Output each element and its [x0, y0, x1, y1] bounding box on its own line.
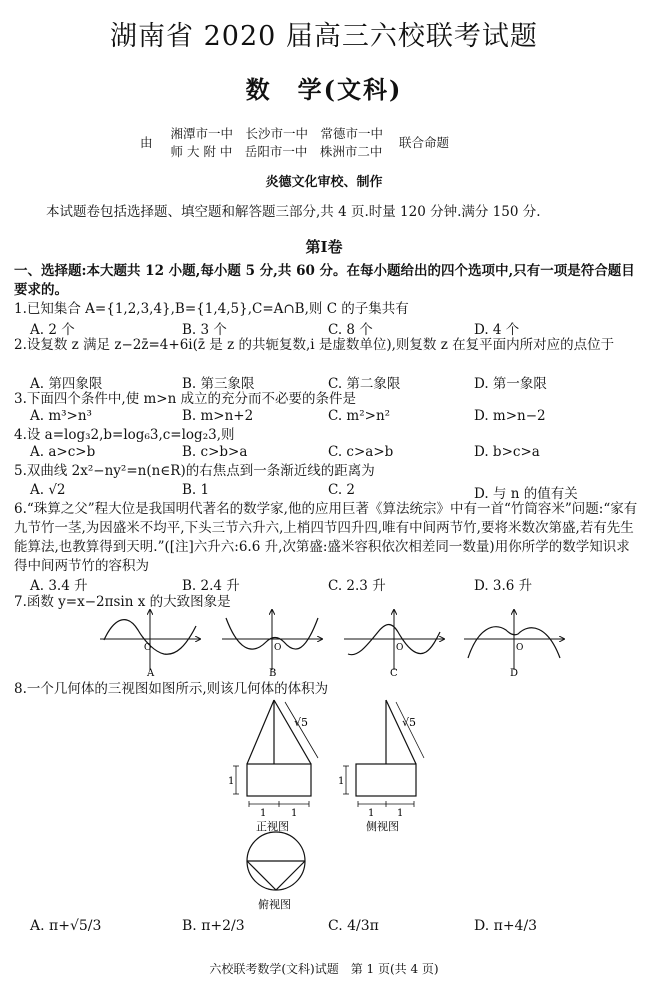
option-c: C. 2: [328, 482, 356, 498]
option-a: A. m³>n³: [30, 408, 92, 424]
option-a: A. 2 个: [30, 322, 75, 338]
option-d: D. 与 n 的值有关: [474, 486, 578, 502]
option-c: C. 8 个: [328, 322, 373, 338]
question-7-graphs: [0, 606, 648, 678]
graph-d: [464, 610, 564, 678]
exam-title: 湖南省 2020 届高三六校联考试题: [110, 21, 538, 52]
question-7: 7.函数 y=x−2πsin x 的大致图象是: [14, 594, 231, 610]
source-prefix: 由: [140, 135, 153, 150]
origin-label: O: [396, 643, 404, 653]
sqrt5-label: √5: [294, 716, 309, 729]
origin-label: O: [516, 643, 524, 653]
graph-d-label: D: [510, 668, 519, 678]
option-a: A. a>c>b: [30, 444, 96, 460]
side-view-label: 侧视图: [366, 820, 399, 833]
page-footer: 六校联考数学(文科)试题 第 1 页(共 4 页): [209, 962, 439, 976]
height-label-side: 1: [338, 776, 345, 787]
question-8-three-views: [0, 696, 648, 912]
question-5: 5.双曲线 2x²−ny²=n(n∈R)的右焦点到一条渐近线的距离为: [14, 463, 375, 479]
graph-a: [100, 610, 200, 678]
section-heading: 一、选择题:本大题共 12 小题,每小题 5 分,共 60 分。在每小题给出的四个选项中,只有一项是符合题目要求的。: [14, 263, 635, 298]
option-d: D. 第一象限: [474, 376, 547, 392]
option-b: B. π+2/3: [182, 918, 245, 934]
front-view-label: 正视图: [256, 820, 289, 833]
question-6: 6.“珠算之父”程大位是我国明代著名的数学家,他的应用巨著《算法统宗》中有一首“竹筒容米”问题:“家有九节竹一茎,为因盛米不均平,下头三节六升六,上梢四节四升四,唯有中间两节竹,要将米数次第盛,若有先生能算法,也教算得到天明.”([注]六升六:6.6 升,次第盛:盛米容积依次相差同一数量)用你所学的数学知识求得中间两节竹的容积为: [14, 501, 638, 574]
option-b: B. m>n+2: [182, 408, 254, 424]
option-a: A. π+√5/3: [30, 918, 102, 934]
option-b: B. 1: [182, 482, 210, 498]
origin-label: O: [274, 643, 282, 653]
intro-text: 本试题卷包括选择题、填空题和解答题三部分,共 4 页.时量 120 分钟.满分 150 分.: [46, 204, 541, 220]
question-1: 1.已知集合 A={1,2,3,4},B={1,4,5},C=A∩B,则 C 的子集共有: [14, 301, 409, 317]
exam-subject: 数 学(文科): [245, 75, 403, 104]
question-8: 8.一个几何体的三视图如图所示,则该几何体的体积为: [14, 681, 329, 697]
source-schools: [171, 124, 384, 160]
question-3: 3.下面四个条件中,使 m>n 成立的充分而不必要的条件是: [14, 391, 357, 407]
option-c: C. 第二象限: [328, 376, 401, 392]
option-b: B. 第三象限: [182, 376, 255, 392]
volume-heading: 第Ⅰ卷: [305, 238, 343, 256]
producer: 炎德文化审校、制作: [265, 175, 383, 190]
source-suffix: 联合命题: [399, 135, 450, 150]
question-2: 2.设复数 z 满足 z−2z̄=4+6i(z̄ 是 z 的共轭复数,i 是虚数单位),则复数 z 在复平面内所对应的点位于: [14, 337, 615, 353]
width-label-2: 1: [291, 808, 298, 819]
option-c: C. 4/3π: [328, 918, 379, 934]
option-d: D. 4 个: [474, 322, 520, 338]
option-c: C. c>a>b: [328, 444, 394, 460]
width-label-side-2: 1: [397, 808, 404, 819]
option-d: D. π+4/3: [474, 918, 538, 934]
schools-row-2: 师 大 附 中 岳阳市一中 株洲市二中: [170, 144, 383, 159]
graph-c-label: C: [390, 668, 398, 678]
top-view-label: 俯视图: [258, 898, 291, 911]
graph-b: [222, 610, 322, 678]
option-a: A. √2: [30, 482, 66, 498]
width-label-1: 1: [260, 808, 267, 819]
option-a: A. 3.4 升: [30, 578, 88, 594]
option-b: B. 2.4 升: [182, 578, 240, 594]
graph-b-label: B: [269, 668, 277, 678]
option-d: D. 3.6 升: [474, 578, 533, 594]
option-b: B. c>b>a: [182, 444, 248, 460]
schools-row-1: 湘潭市一中 长沙市一中 常德市一中: [170, 126, 384, 141]
sqrt5-label-side: √5: [402, 716, 417, 729]
top-view: [247, 832, 305, 890]
option-a: A. 第四象限: [30, 376, 103, 392]
question-4: 4.设 a=log₃2,b=log₆3,c=log₂3,则: [14, 427, 235, 443]
graph-c: [344, 610, 444, 678]
option-c: C. m²>n²: [328, 408, 391, 424]
option-c: C. 2.3 升: [328, 578, 386, 594]
option-d: D. m>n−2: [474, 408, 546, 424]
origin-label: O: [144, 643, 152, 653]
width-label-side-1: 1: [368, 808, 375, 819]
option-d: D. b>c>a: [474, 444, 540, 460]
option-b: B. 3 个: [182, 322, 227, 338]
joint-source: [140, 124, 449, 160]
height-label: 1: [228, 776, 235, 787]
graph-a-label: A: [147, 668, 155, 678]
